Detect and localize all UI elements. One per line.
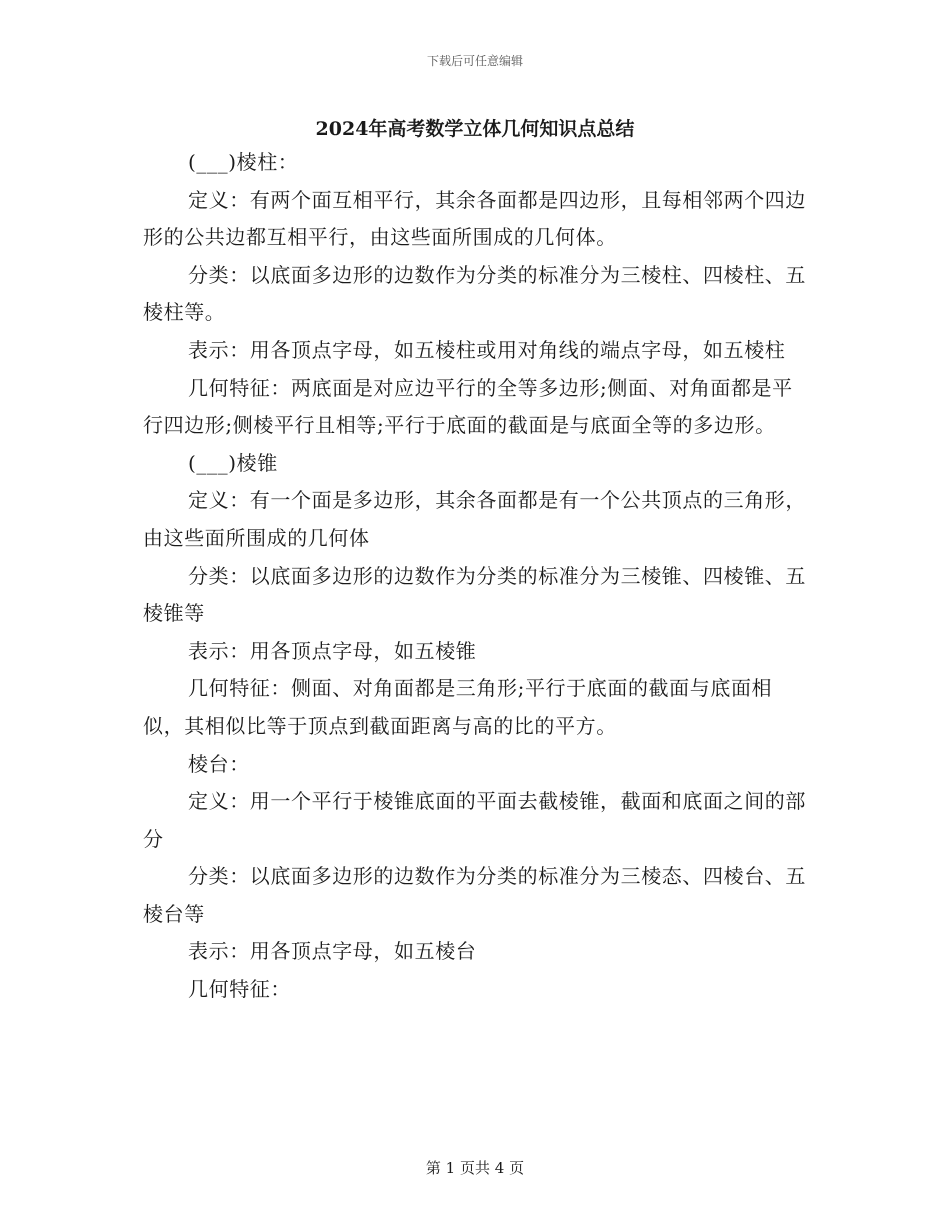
page-footer: 第 1 页共 4 页 xyxy=(425,1159,525,1177)
section-heading-frustum: 棱台： xyxy=(188,751,250,776)
prism-features: 几何特征：两底面是对应边平行的全等多边形;侧面、对角面都是平行四边形;侧棱平行且相等;平行于底面的截面是与底面全等的多边形。 xyxy=(143,375,793,438)
pyramid-notation: 表示：用各顶点字母，如五棱锥 xyxy=(188,638,477,663)
frustum-classification: 分类：以底面多边形的边数作为分类的标准分为三棱态、四棱台、五棱台等 xyxy=(143,864,806,926)
prism-notation: 表示：用各顶点字母，如五棱柱或用对角线的端点字母，如五棱柱 xyxy=(188,337,786,362)
section-heading-prism: (___)棱柱： xyxy=(188,150,299,174)
section-heading-pyramid: (___)棱锥 xyxy=(188,450,278,475)
frustum-notation: 表示：用各顶点字母，如五棱台 xyxy=(188,939,477,964)
frustum-definition: 定义：用一个平行于棱锥底面的平面去截棱锥，截面和底面之间的部分 xyxy=(143,789,806,851)
header-note: 下载后可任意编辑 xyxy=(426,54,523,68)
document-title: 2024年高考数学立体几何知识点总结 xyxy=(315,118,635,140)
frustum-features: 几何特征： xyxy=(188,977,291,1002)
pyramid-features: 几何特征：侧面、对角面都是三角形;平行于底面的截面与底面相似，其相似比等于顶点到截面距离与高的比的平方。 xyxy=(143,676,773,738)
prism-definition: 定义：有两个面互相平行，其余各面都是四边形，且每相邻两个四边形的公共边都互相平行，由这些面所围成的几何体。 xyxy=(143,187,806,250)
pyramid-definition: 定义：有一个面是多边形，其余各面都是有一个公共顶点的三角形，由这些面所围成的几何体 xyxy=(143,488,806,550)
pyramid-classification: 分类：以底面多边形的边数作为分类的标准分为三棱锥、四棱锥、五棱锥等 xyxy=(143,563,806,626)
document-body xyxy=(143,144,808,1009)
prism-classification: 分类：以底面多边形的边数作为分类的标准分为三棱柱、四棱柱、五棱柱等。 xyxy=(143,262,806,325)
